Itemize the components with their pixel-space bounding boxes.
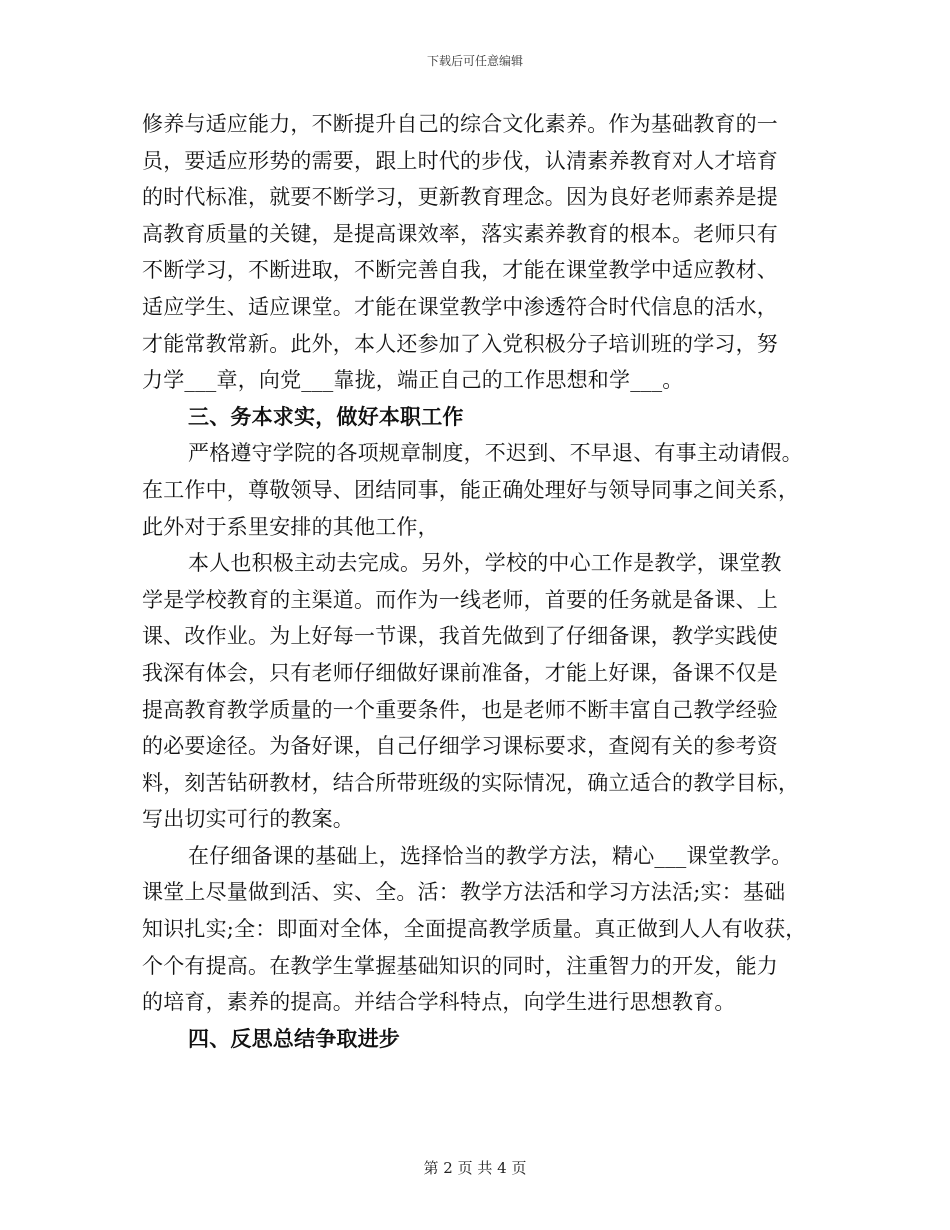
body-line: 力学___章，向党___靠拢，端正自己的工作思想和学___。 [142, 368, 684, 393]
body-line: 严格遵守学院的各项规章制度，不迟到、不早退、有事主动请假。 [188, 441, 803, 466]
section-heading: 三、务本求实，做好本职工作 [188, 403, 464, 429]
body-line: 在工作中，尊敬领导、团结同事，能正确处理好与领导同事之间关系， [142, 477, 800, 502]
body-line: 个个有提高。在教学生掌握基础知识的同时，注重智力的开发，能力 [142, 953, 778, 978]
body-line: 不断学习，不断进取，不断完善自我，才能在课堂教学中适应教材、 [142, 258, 778, 283]
section-heading: 四、反思总结争取进步 [188, 1025, 400, 1051]
body-line: 课堂上尽量做到活、实、全。活：教学方法活和学习方法活;实：基础 [142, 880, 786, 905]
body-line: 修养与适应能力，不断提升自己的综合文化素养。作为基础教育的一 [142, 112, 778, 136]
body-line: 的必要途径。为备好课，自己仔细学习课标要求，查阅有关的参考资 [142, 734, 778, 759]
page-header: 下载后可任意编辑 [426, 54, 523, 68]
body-line: 的培育，素养的提高。并结合学科特点，向学生进行思想教育。 [142, 990, 736, 1015]
body-line: 知识扎实;全：即面对全体，全面提高教学质量。真正做到人人有收获， [142, 917, 807, 942]
page-footer: 第 2 页 共 4 页 [423, 1159, 527, 1177]
body-line: 在仔细备课的基础上，选择恰当的教学方法，精心___课堂教学。 [188, 843, 793, 868]
body-line: 此外对于系里安排的其他工作， [142, 514, 439, 539]
body-line: 学是学校教育的主渠道。而作为一线老师，首要的任务就是备课、上 [142, 587, 778, 612]
body-line: 写出切实可行的教案。 [142, 807, 354, 832]
document-body [142, 106, 822, 1057]
body-line: 的时代标准，就要不断学习，更新教育理念。因为良好老师素养是提 [142, 185, 778, 210]
body-line: 高教育质量的关键，是提高课效率，落实素养教育的根本。老师只有 [142, 221, 778, 246]
body-line: 课、改作业。为上好每一节课，我首先做到了仔细备课，教学实践使 [142, 624, 778, 649]
body-line: 提高教育教学质量的一个重要条件，也是老师不断丰富自己教学经验 [142, 697, 778, 722]
body-line: 本人也积极主动去完成。另外，学校的中心工作是教学，课堂教 [188, 551, 782, 576]
body-line: 员，要适应形势的需要，跟上时代的步伐，认清素养教育对人才培育 [142, 148, 778, 173]
body-line: 适应学生、适应课堂。才能在课堂教学中渗透符合时代信息的活水， [142, 294, 778, 319]
body-line: 我深有体会，只有老师仔细做好课前准备，才能上好课，备课不仅是 [142, 660, 778, 685]
body-line: 料，刻苦钻研教材，结合所带班级的实际情况，确立适合的教学目标， [142, 770, 800, 795]
body-line: 才能常教常新。此外，本人还参加了入党积极分子培训班的学习，努 [142, 331, 778, 356]
